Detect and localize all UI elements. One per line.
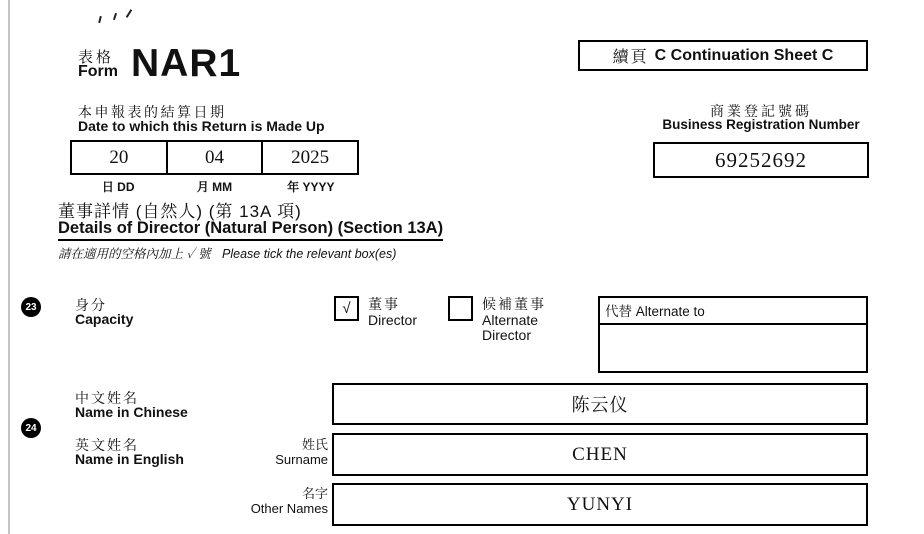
made-up-date-label-en: Date to which this Return is Made Up bbox=[78, 118, 325, 134]
tick-instruction-en: Please tick the relevant box(es) bbox=[222, 247, 397, 261]
alternate-to-label: 代替 Alternate to bbox=[600, 298, 866, 325]
chinese-name-label-zh: 中文姓名 bbox=[75, 390, 139, 406]
scan-artifact bbox=[113, 13, 117, 20]
english-name-label-en: Name in English bbox=[75, 451, 184, 467]
director-checkbox[interactable] bbox=[334, 296, 359, 321]
brn-label-en: Business Registration Number bbox=[662, 117, 860, 132]
date-year-field[interactable]: 2025 bbox=[291, 146, 330, 168]
form-code: NAR1 bbox=[131, 42, 242, 85]
scan-edge-line bbox=[8, 0, 10, 534]
tick-instruction-zh: 請在適用的空格內加上 ✓ 號 bbox=[58, 247, 211, 261]
alternate-director-checkbox[interactable] bbox=[448, 296, 473, 321]
alternate-director-label-en1: Alternate bbox=[482, 312, 539, 328]
tick-instruction bbox=[58, 244, 396, 262]
other-names-label-en: Other Names bbox=[250, 501, 328, 516]
surname-label-en: Surname bbox=[275, 452, 328, 467]
other-names-label-zh: 名字 bbox=[301, 486, 328, 501]
date-day-field[interactable]: 20 bbox=[72, 142, 168, 173]
surname-label bbox=[210, 437, 328, 467]
form-label-en: Form bbox=[78, 63, 118, 80]
date-year-unit-label: 年 YYYY bbox=[287, 180, 335, 194]
date-month-unit-label: 月 MM bbox=[196, 180, 233, 194]
date-unit-labels bbox=[70, 178, 359, 195]
alternate-to-box bbox=[598, 296, 868, 373]
date-day-unit-label: 日 DD bbox=[101, 180, 135, 194]
brn-field[interactable]: 69252692 bbox=[653, 142, 869, 178]
continuation-label-en: C Continuation Sheet C bbox=[654, 46, 834, 64]
date-month-field[interactable]: 04 bbox=[168, 142, 264, 173]
alternate-director-label-en2: Director bbox=[482, 327, 532, 343]
item-number-badge-24: 24 bbox=[21, 418, 41, 438]
chinese-name-field[interactable]: 陈云仪 bbox=[332, 383, 868, 425]
made-up-date-table bbox=[70, 140, 359, 175]
alternate-director-label-zh: 候補董事 bbox=[482, 296, 546, 312]
capacity-label-zh: 身分 bbox=[75, 297, 107, 313]
item-number-badge-23: 23 bbox=[21, 297, 41, 317]
section-title-zh: 董事詳情 (自然人) (第 13A 項) bbox=[58, 202, 302, 221]
checkmark-icon: √ bbox=[342, 300, 351, 317]
section-title-en: Details of Director (Natural Person) (Section 13A) bbox=[58, 219, 443, 241]
capacity-label-en: Capacity bbox=[75, 311, 134, 327]
director-label-zh: 董事 bbox=[368, 296, 400, 312]
surname-field[interactable]: CHEN bbox=[332, 433, 868, 476]
scan-artifact bbox=[126, 9, 132, 18]
other-names-label bbox=[210, 486, 328, 516]
continuation-sheet-badge bbox=[578, 40, 868, 71]
brn-label-zh: 商業登記號碼 bbox=[710, 103, 812, 119]
english-name-label-zh: 英文姓名 bbox=[75, 437, 139, 453]
chinese-name-label-en: Name in Chinese bbox=[75, 404, 188, 420]
scan-artifact bbox=[98, 16, 102, 23]
form-label-zh: 表格 bbox=[78, 49, 115, 66]
surname-label-zh: 姓氏 bbox=[301, 437, 328, 452]
director-label-en: Director bbox=[368, 312, 418, 328]
other-names-field[interactable]: YUNYI bbox=[332, 483, 868, 526]
made-up-date-label-zh: 本申報表的結算日期 bbox=[78, 104, 227, 120]
continuation-label-zh: 續頁 bbox=[612, 49, 649, 66]
